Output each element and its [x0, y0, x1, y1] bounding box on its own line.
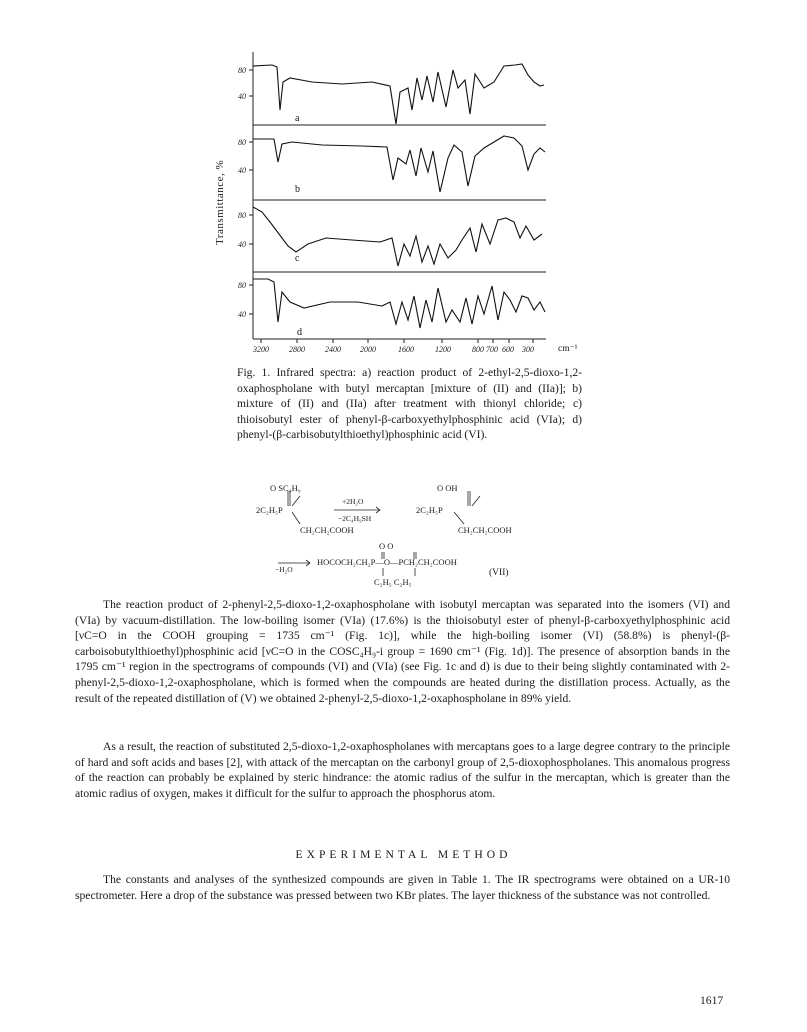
y-tick: 80 [238, 281, 246, 290]
y-tick: 40 [238, 92, 246, 101]
panel-letter-b: b [295, 184, 300, 195]
reactant-chain: CH₂CH₂COOH [300, 525, 354, 535]
y-tick: 80 [238, 138, 246, 147]
x-tick: 1200 [435, 345, 451, 352]
product-substituents: C₂H₅ C₂H₅ [374, 577, 412, 587]
arrow2-byproduct: −H₂O [275, 565, 293, 574]
y-axis-label: Transmittance, % [214, 159, 226, 245]
x-tick: 2800 [289, 345, 305, 352]
reactant-top: O SC₄H₉ [270, 483, 301, 493]
x-axis-unit: cm⁻¹ [558, 344, 578, 354]
intermediate-top: O OH [437, 483, 458, 493]
product-top: O O [379, 541, 394, 551]
paragraph-1: The reaction product of 2-phenyl-2,5-dioxo-1,2-oxaphospholane with isobutyl mercaptan was separated into the isomers (VI) and (VIa) by vacuum-distillation. The low-boiling isomer (VIa) (17.6%) is the thioisobutyl ester of phenyl-β-carboxyethylphosphinic acid [νC=O in the COOH grouping = 1735 cm⁻¹ (Fig. 1c)], while the high-boiling isomer (VI) (58.8%) is phenyl-(β-carboisobutylthioethyl)phosphinic acid [νC=O in the COSC₄H₉-i group = 1690 cm⁻¹ (Fig. 1d)]. The presence of absorption bands in the 1795 cm⁻¹ region in the spectrograms of compounds (VI) and (VIa) (see Fig. 1c and d) is due to their being slightly contaminated with 2-phenyl-2,5-dioxo-1,2-oxaphospholane, which is formed when the compounds are heated during the distillation process. Actually, as the result of the repeated distillation of (V) we obtained 2-phenyl-2,5-dioxo-1,2-oxaphospholane in 89% yield. [75, 598, 730, 705]
panel-letter-c: c [295, 253, 300, 264]
product-label: (VII) [489, 568, 509, 578]
caption-label: Fig. 1. [237, 366, 271, 379]
y-tick: 80 [238, 211, 246, 220]
panel-letter-a: a [295, 113, 300, 124]
y-tick: 40 [238, 310, 246, 319]
y-tick: 40 [238, 240, 246, 249]
x-tick: 600 [502, 345, 514, 352]
intermediate-core: 2C₂H₅P [416, 505, 443, 515]
arrow1-reagent: +2H₂O [342, 497, 364, 506]
x-tick: 2000 [360, 345, 376, 352]
caption-text: Infrared spectra: a) reaction product of 2-ethyl-2,5-dioxo-1,2-oxaphospholane with butyl mercaptan [mixture of (II) and (IIa)]; b) mixture of (II) and (IIa) after treatment with thionyl chloride; c) thioisobutyl ester of phenyl-β-carboxyethylphosphinic acid (VIa); d) phenyl-(β-carbisobutylthioethyl)phosphinic acid (VI). [237, 366, 582, 442]
section-heading: EXPERIMENTAL METHOD [295, 848, 512, 861]
x-tick: 700 [486, 345, 498, 352]
ir-spectra-figure [222, 52, 552, 352]
product-main: HOCOCH₂CH₂P—O—PCH₂CH₂COOH [317, 557, 457, 567]
figure-caption [237, 365, 582, 443]
y-tick: 40 [238, 166, 246, 175]
panel-letter-d: d [297, 327, 302, 338]
page-number: 1617 [700, 994, 724, 1007]
intermediate-chain: CH₂CH₂COOH [458, 525, 512, 535]
y-tick: 80 [238, 66, 246, 75]
reactant-core: 2C₂H₅P [256, 505, 283, 515]
paragraph-3: The constants and analyses of the synthesized compounds are given in Table 1. The IR spectrograms were obtained on a UR-10 spectrometer. Here a drop of the substance was pressed between two KBr plates. The layer thickness of the substance was not controlled. [75, 873, 730, 902]
paragraph-2: As a result, the reaction of substituted 2,5-dioxo-1,2-oxaphospholanes with mercaptans goes to a large degree contrary to the principle of hard and soft acids and bases [2], with attack of the mercaptan on the carbonyl group of 2,5-dioxophospholanes. This anomalous progress of the reaction can probably be explained by steric hindrance: the atomic radius of the sulfur in the mercaptan, which is greater than the atomic radius of oxygen, makes it difficult for the sulfur to approach the phosphorus atom. [75, 740, 730, 800]
x-tick: 1600 [398, 345, 414, 352]
spectrum-d [253, 279, 545, 328]
x-tick: 800 [472, 345, 484, 352]
x-tick: 2400 [325, 345, 341, 352]
x-tick: 3200 [253, 345, 269, 352]
x-tick: 300 [522, 345, 534, 352]
arrow1-byproduct: −2C₄H₉SH [338, 514, 372, 523]
